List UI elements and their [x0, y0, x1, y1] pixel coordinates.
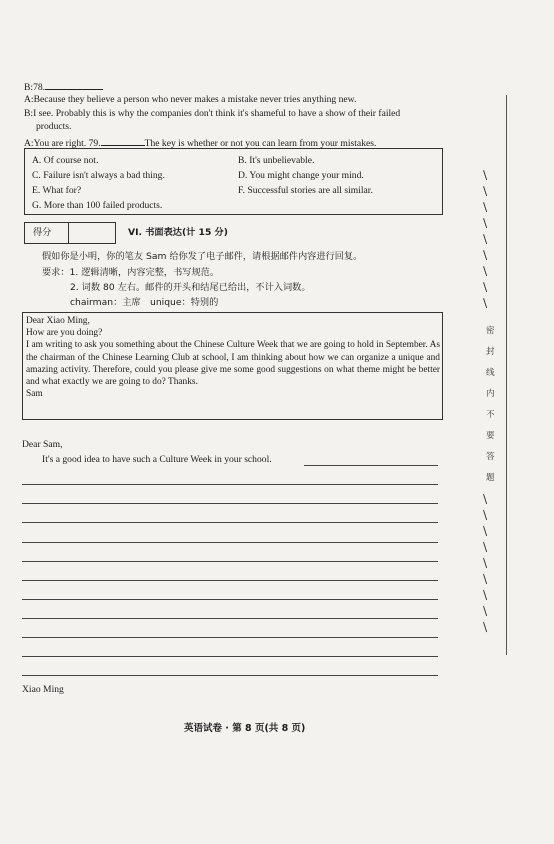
- writing-line[interactable]: [22, 580, 438, 581]
- reply-signature: Xiao Ming: [22, 684, 64, 695]
- email-body: I am writing to ask you something about the Chinese Culture Week that we are going to hold in September. As the chairman of the Chinese Learning Club at school, I am thinking about how we can organize a unique and amazing activity. Therefore, could you please give me some good suggestions on what theme might be better and what exactly we are going to do? Thanks.: [26, 340, 440, 388]
- reply-greeting: Dear Sam,: [22, 439, 63, 450]
- dialogue-line: A:Because they believe a person who never makes a mistake never tries anything new.: [24, 94, 357, 105]
- writing-line[interactable]: [22, 656, 438, 657]
- margin-char: 不: [486, 410, 495, 420]
- dialogue-line: products.: [36, 121, 72, 132]
- binding-line: [506, 95, 507, 655]
- page-footer: 英语试卷 · 第 8 页(共 8 页): [184, 723, 306, 734]
- requirement-2: 2. 词数 80 左右。邮件的开头和结尾已给出，不计入词数。: [70, 282, 311, 293]
- vocab-chairman: chairman：主席: [70, 297, 141, 308]
- option-a: A. Of course not.: [32, 155, 99, 166]
- option-d: D. You might change your mind.: [238, 170, 364, 181]
- writing-line[interactable]: [22, 599, 438, 600]
- option-f: F. Successful stories are all similar.: [238, 185, 373, 196]
- dialogue-line: B:I see. Probably this is why the companies don't think it's shameful to have a show of their failed: [24, 108, 401, 119]
- margin-char: 答: [486, 452, 495, 462]
- reply-opening: It's a good idea to have such a Culture Week in your school.: [42, 454, 272, 465]
- requirement-1: 要求：1. 逻辑清晰，内容完整，书写规范。: [42, 267, 220, 278]
- margin-char: 密: [486, 326, 495, 336]
- section-title: VI. 书面表达(计 15 分): [128, 227, 228, 238]
- option-g: G. More than 100 failed products.: [32, 200, 163, 211]
- writing-line[interactable]: [22, 522, 438, 523]
- margin-char: 要: [486, 431, 495, 441]
- writing-line[interactable]: [22, 561, 438, 562]
- score-box: [24, 222, 116, 244]
- options-box: [24, 148, 443, 215]
- margin-char: 题: [486, 473, 495, 483]
- answer-blank-78[interactable]: [45, 80, 103, 90]
- writing-line[interactable]: [22, 618, 438, 619]
- email-line: How are you doing?: [26, 328, 103, 339]
- answer-blank-79[interactable]: [101, 136, 145, 146]
- writing-line[interactable]: [22, 484, 438, 485]
- dialogue-line-79: A:You are right. 79. The key is whether or not you can learn from your mistakes.: [24, 138, 377, 149]
- dialogue-line-78: B:78.: [24, 80, 103, 94]
- option-b: B. It's unbelievable.: [238, 155, 315, 166]
- vocab-unique: unique：特别的: [150, 297, 219, 308]
- email-content: [26, 315, 440, 400]
- option-e: E. What for?: [32, 185, 82, 196]
- margin-char: 线: [486, 368, 495, 378]
- writing-line[interactable]: [22, 637, 438, 638]
- score-label: 得分: [33, 227, 52, 238]
- task-prompt: 假如你是小明，你的笔友 Sam 给你发了电子邮件，请根据邮件内容进行回复。: [42, 251, 363, 262]
- margin-char: 封: [486, 347, 495, 357]
- option-c: C. Failure isn't always a bad thing.: [32, 170, 165, 181]
- writing-line[interactable]: [22, 542, 438, 543]
- email-signature: Sam: [26, 389, 43, 400]
- writing-line[interactable]: [22, 503, 438, 504]
- writing-line[interactable]: [22, 675, 438, 676]
- exam-page: B:78. A:Because they believe a person who never makes a mistake never tries anything new. B:I see. Probably this is why the companies don't think it's shameful to have a show of their failed products. A:You are right. 79. The key is whether or not you can learn from your mistakes. A. Of course not. B. It's unbelievable. C. Failure isn't always a bad thing. D. You might change your mind. E. What for? F. Successful stories are all similar. G. More than 100 failed products. 得分 VI. 书面表达(计 15 分) 假如你是小明，你的笔友 Sam 给你发了电子邮件，请根据邮件内容进行回复。 要求：1. 逻辑清晰，内容完整，书写规范。 2. 词数 80 左右。邮件的开头和结尾已给出，不计入词数。 chairman：主席 unique：特别的 Dear Xiao Ming, How are you doing? I am writing to ask you something about the Chinese Culture Week that we are going to hold in September. As the chairman of the Chinese Learning Club at school, I am thinking about how we can organize a unique and amazing activity. Therefore, could you please give me some good suggestions on what theme might be better and what exactly we are going to do? Thanks. Sam Dear Sam, It's a good idea to have such a Culture Week in your school. Xiao Ming / / / / / / / / / 密 封 线 内 不 要 答 题 / / / / / / / / / 英语试卷 · 第 8 页(共 8 页): [0, 0, 554, 844]
- margin-char: 内: [486, 389, 495, 399]
- email-box: [22, 312, 443, 420]
- writing-line[interactable]: [304, 465, 438, 466]
- email-greeting: Dear Xiao Ming,: [26, 316, 90, 326]
